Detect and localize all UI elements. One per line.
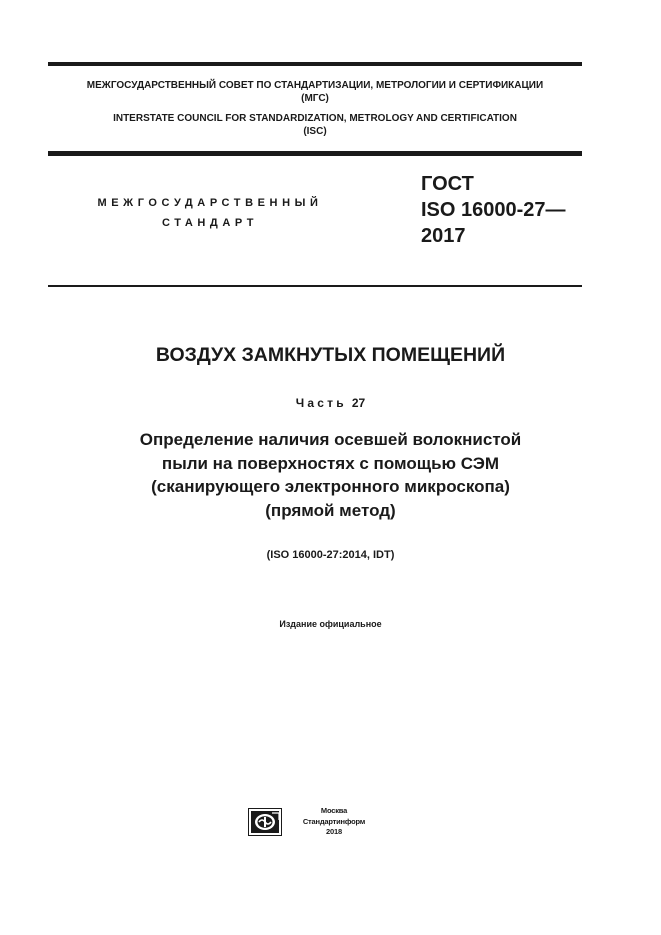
publisher-year: 2018 bbox=[326, 827, 342, 836]
document-title: ВОЗДУХ ЗАМКНУТЫХ ПОМЕЩЕНИЙ bbox=[155, 344, 506, 366]
subtitle-line4: (прямой метод) bbox=[265, 500, 396, 520]
council-name-ru-line: МЕЖГОСУДАРСТВЕННЫЙ СОВЕТ ПО СТАНДАРТИЗАЦИИ, МЕТРОЛОГИИ И СЕРТИФИКАЦИИ bbox=[86, 80, 544, 91]
part-label bbox=[0, 395, 661, 411]
subtitle-line1: Определение наличия осевшей волокнистой bbox=[139, 430, 522, 449]
council-name-en-line: INTERSTATE COUNCIL FOR STANDARDIZATION, METROLOGY AND CERTIFICATION bbox=[113, 113, 517, 124]
designation-line2: ISO 16000-27— bbox=[421, 199, 566, 221]
top-rule bbox=[48, 62, 582, 66]
designation-line1: ГОСТ bbox=[421, 173, 474, 195]
council-abbr-en: (ISC) bbox=[303, 126, 327, 137]
bottom-rule bbox=[48, 285, 582, 287]
iso-reference: (ISO 16000-27:2014, IDT) bbox=[266, 549, 395, 561]
edition-note: Издание официальное bbox=[279, 619, 382, 629]
middle-rule bbox=[48, 151, 582, 156]
standard-designation bbox=[421, 171, 566, 249]
council-name-russian bbox=[48, 79, 582, 105]
council-name-english bbox=[48, 112, 582, 138]
publisher-city: Москва bbox=[320, 806, 348, 815]
standard-type-label bbox=[60, 193, 360, 233]
standartinform-logo-icon bbox=[248, 808, 282, 836]
document-subtitle bbox=[0, 428, 661, 522]
subtitle-line3: (сканирующего электронного микроскопа) bbox=[151, 477, 510, 496]
publisher-name: Стандартинформ bbox=[302, 816, 366, 826]
publisher-info bbox=[292, 806, 376, 838]
part-word: Часть bbox=[295, 396, 347, 410]
designation-line3: 2017 bbox=[421, 225, 466, 247]
subtitle-line2: пыли на поверхностях с помощью СЭМ bbox=[161, 453, 500, 473]
part-number: 27 bbox=[351, 396, 366, 410]
standard-type-line1: МЕЖГОСУДАРСТВЕННЫЙ bbox=[97, 197, 323, 209]
standard-type-line2: СТАНДАРТ bbox=[161, 217, 259, 229]
council-abbr-ru: (МГС) bbox=[301, 93, 329, 104]
